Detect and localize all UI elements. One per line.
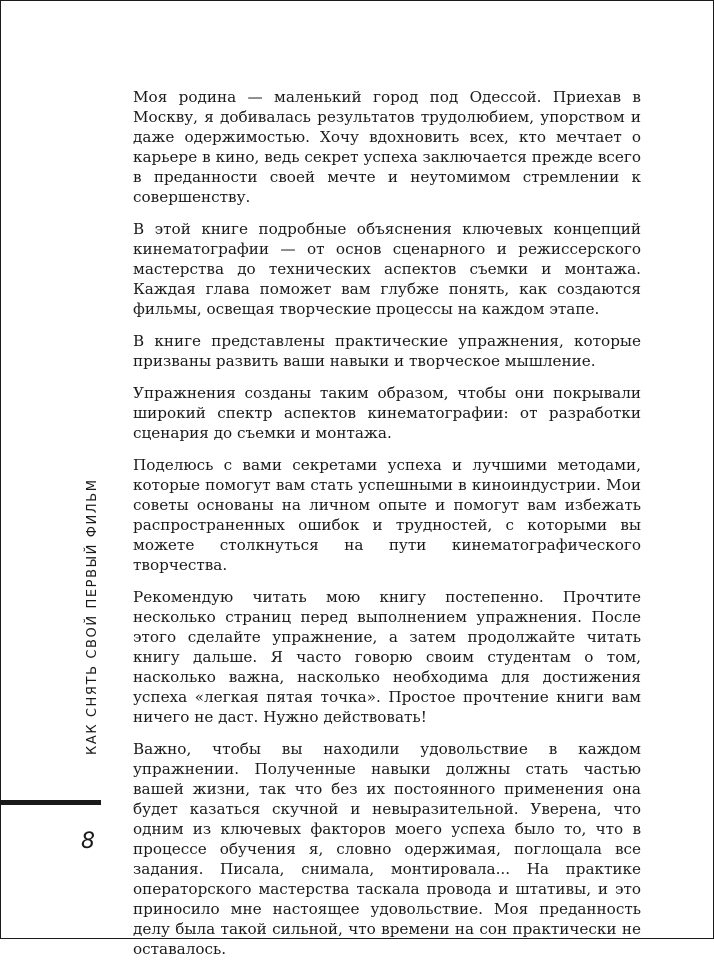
body-text (133, 87, 641, 971)
paragraph: Важно, чтобы вы находили удовольствие в каждом упражнении. Полученные навыки должны стать частью вашей жизни, так что без их постоянного применения она будет казаться скучной и невыразительной. Уверена, что одним из ключевых факторов моего успеха было то, что в процессе обучения я, словно одержимая, поглощала все задания. Писала, снимала, монтировала... На практике операторского мастерства таскала провода и штативы, и это приносило мне настоящее удовольствие. Моя преданность делу была такой сильной, что времени на сон практически не оставалось. (133, 740, 641, 958)
paragraph: Поделюсь с вами секретами успеха и лучшими методами, которые помогут вам стать успешными в киноиндустрии. Мои советы основаны на личном опыте и помогут вам избежать распространенных ошибок и трудностей, с которыми вы можете столкнуться на пути кинематографического творчества. (133, 456, 641, 574)
running-head: КАК СНЯТЬ СВОЙ ПЕРВЫЙ ФИЛЬМ (85, 478, 100, 755)
margin-bar (1, 800, 101, 805)
paragraph: В книге представлены практические упражнения, которые призваны развить ваши навыки и творческое мышление. (133, 332, 641, 370)
paragraph: Упражнения созданы таким образом, чтобы они покрывали широкий спектр аспектов кинематографии: от разработки сценария до съемки и монтажа. (133, 384, 641, 442)
paragraph: Моя родина — маленький город под Одессой. Приехав в Москву, я добивалась результатов трудолюбием, упорством и даже одержимостью. Хочу вдохновить всех, кто мечтает о карьере в кино, ведь секрет успеха заключается прежде всего в преданности своей мечте и неутомимом стремлении к совершенству. (133, 88, 641, 206)
paragraph: В этой книге подробные объяснения ключевых концепций кинематографии — от основ сценарного и режиссерского мастерства до технических аспектов съемки и монтажа. Каждая глава поможет вам глубже понять, как создаются фильмы, освещая творческие процессы на каждом этапе. (133, 220, 641, 318)
page-number: 8 (81, 829, 95, 854)
paragraph: Рекомендую читать мою книгу постепенно. Прочтите несколько страниц перед выполнением упражнения. После этого сделайте упражнение, а затем продолжайте читать книгу дальше. Я часто говорю своим студентам о том, насколько важна, насколько необходима для достижения успеха «легкая пятая точка». Простое прочтение книги вам ничего не даст. Нужно действовать! (133, 588, 641, 726)
